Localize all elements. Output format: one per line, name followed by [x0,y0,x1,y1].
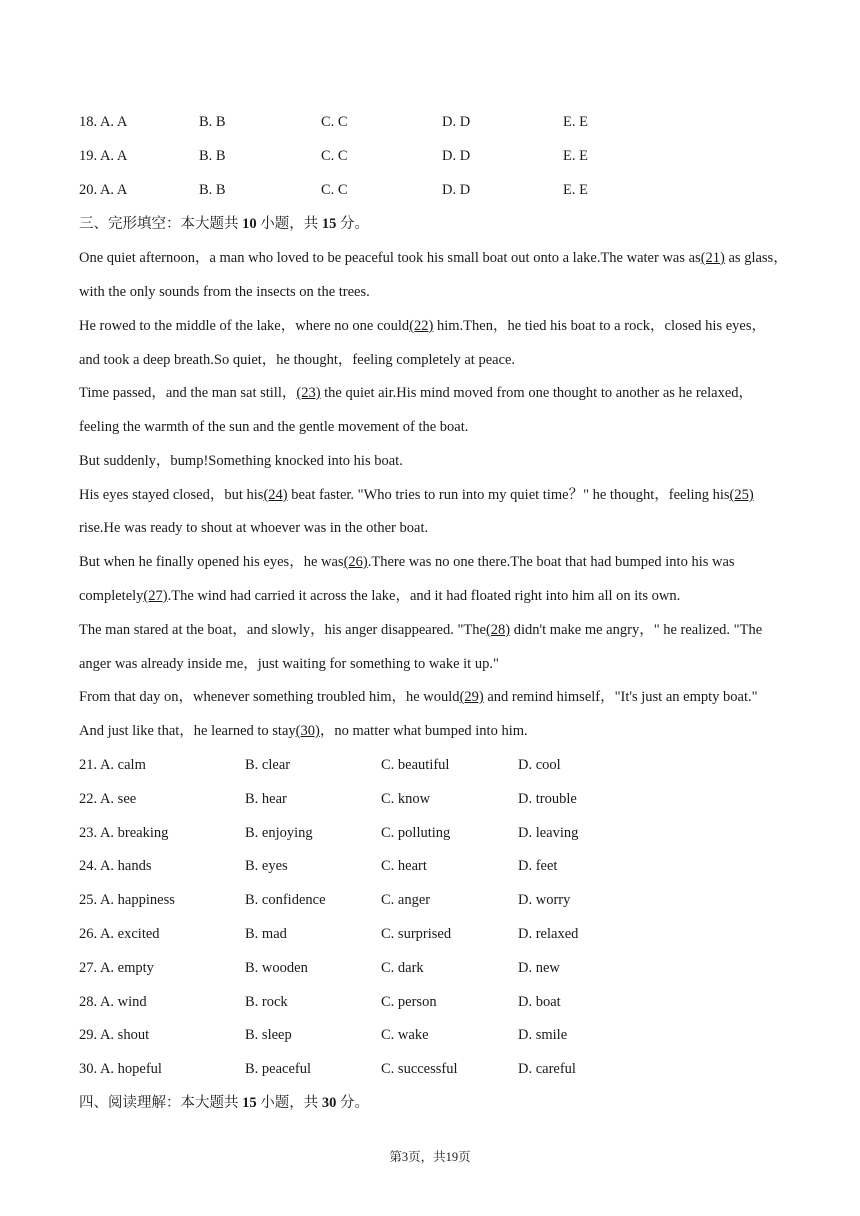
passage-line: But suddenly，bump!Something knocked into his boat. [79,453,403,469]
section-4-heading: 四、阅读理解：本大题共 15 小题，共 30 分。 [79,1095,369,1111]
option-a: 22. A. see [79,791,137,807]
option-b: B. peaceful [245,1061,312,1077]
blank-28: (28) [485,622,511,638]
option-a: 25. A. happiness [79,892,175,908]
option-b: B. clear [245,757,291,773]
blank-25: (25) [729,487,754,503]
option-a: 19. A. A [79,148,128,164]
passage-line: But when he finally opened his eyes，he was(26).There was no one there.The boat that had bumped into his was [79,554,735,570]
option-d: D. D [442,182,471,198]
passage-line: completely(27).The wind had carried it across the lake，and it had floated right into him all on its own. [79,588,681,604]
passage-line: He rowed to the middle of the lake，where no one could(22) him.Then，he tied his boat to a rock，closed his eyes， [79,318,766,334]
section-3-heading: 三、完形填空：本大题共 10 小题，共 15 分。 [79,216,369,232]
option-c: C. person [381,994,437,1010]
passage-line: From that day on，whenever something troubled him，he would(29) and remind himself，"It's just an empty boat." [79,689,758,705]
blank-21: (21) [700,250,725,266]
option-d: D. D [442,114,471,130]
passage-line: One quiet afternoon，a man who loved to be peaceful took his small boat out onto a lake.The water was as(21) as glass， [79,250,788,266]
option-b: B. enjoying [245,825,313,841]
option-d: D. D [442,148,471,164]
option-b: B. rock [245,994,288,1010]
option-a: 29. A. shout [79,1027,150,1043]
option-b: B. eyes [245,858,288,874]
option-d: D. smile [518,1027,568,1043]
option-a: 30. A. hopeful [79,1061,162,1077]
option-c: C. know [381,791,431,807]
blank-22: (22) [409,318,434,334]
blank-29: (29) [459,689,484,705]
option-d: D. boat [518,994,561,1010]
blank-30: (30) [295,723,320,739]
option-c: C. wake [381,1027,429,1043]
option-b: B. confidence [245,892,326,908]
blank-27: (27) [143,588,168,604]
passage-line: Time passed，and the man sat still，(23) the quiet air.His mind moved from one thought to another as he relaxed， [79,385,754,401]
option-a: 23. A. breaking [79,825,169,841]
option-b: B. mad [245,926,287,942]
option-d: D. worry [518,892,571,908]
option-c: C. heart [381,858,427,874]
passage-line: anger was already inside me，just waiting for something to wake it up." [79,656,499,672]
option-b: B. B [199,182,226,198]
option-e: E. E [563,148,588,164]
option-d: D. careful [518,1061,576,1077]
option-a: 27. A. empty [79,960,154,976]
option-c: C. dark [381,960,424,976]
passage-line: The man stared at the boat，and slowly，his anger disappeared. "The(28) didn't make me angry，" he realized. "The [79,622,763,638]
passage-line: and took a deep breath.So quiet，he thought，feeling completely at peace. [79,352,516,368]
page-footer: 第3页，共19页 [389,1150,471,1164]
option-e: E. E [563,182,588,198]
option-a: 21. A. calm [79,757,146,773]
option-b: B. hear [245,791,287,807]
option-d: D. relaxed [518,926,579,942]
option-d: D. trouble [518,791,577,807]
blank-26: (26) [343,554,368,570]
option-c: C. C [321,148,348,164]
option-c: C. C [321,182,348,198]
option-b: B. B [199,148,226,164]
passage-line: with the only sounds from the insects on the trees. [79,284,370,300]
option-a: 26. A. excited [79,926,160,942]
option-b: B. sleep [245,1027,292,1043]
option-b: B. wooden [245,960,308,976]
option-c: C. C [321,114,348,130]
option-d: D. cool [518,757,561,773]
option-c: C. surprised [381,926,452,942]
option-a: 28. A. wind [79,994,147,1010]
option-c: C. successful [381,1061,458,1077]
option-d: D. feet [518,858,558,874]
option-b: B. B [199,114,226,130]
passage-line: And just like that，he learned to stay(30)，no matter what bumped into him. [79,723,528,739]
option-a: 20. A. A [79,182,128,198]
option-a: 24. A. hands [79,858,152,874]
option-e: E. E [563,114,588,130]
option-a: 18. A. A [79,114,128,130]
passage-line: rise.He was ready to shout at whoever was in the other boat. [79,520,429,536]
passage-line: His eyes stayed closed，but his(24) beat faster. "Who tries to run into my quiet time？" he thought，feeling his(25) [79,487,754,503]
option-c: C. polluting [381,825,451,841]
passage-line: feeling the warmth of the sun and the gentle movement of the boat. [79,419,469,435]
blank-23: (23) [296,385,321,401]
option-d: D. new [518,960,560,976]
blank-24: (24) [263,487,288,503]
option-d: D. leaving [518,825,579,841]
option-c: C. beautiful [381,757,450,773]
option-c: C. anger [381,892,431,908]
